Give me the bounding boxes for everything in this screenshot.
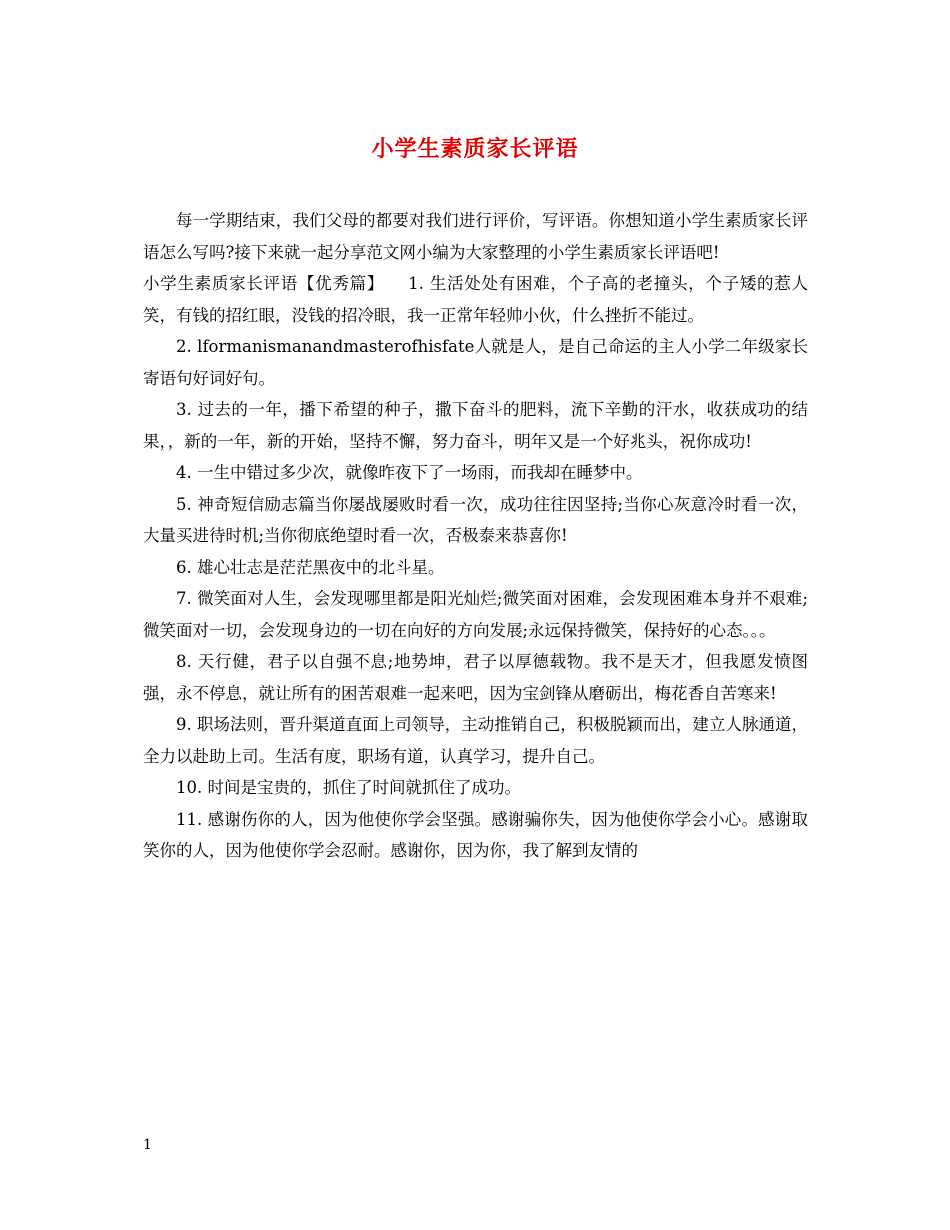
list-item: 5. 神奇短信励志篇当你屡战屡败时看一次，成功往往因坚持;当你心灰意冷时看一次，大量买进待时机;当你彻底绝望时看一次，否极泰来恭喜你! [143, 494, 808, 545]
list-item: 8. 天行健，君子以自强不息;地势坤，君子以厚德载物。我不是天才，但我愿发愤图强，永不停息，就让所有的困苦艰难一起来吧，因为宝剑锋从磨砺出，梅花香自苦寒来! [143, 652, 808, 703]
section-paragraph [143, 268, 808, 331]
list-item: 4. 一生中错过多少次，就像昨夜下了一场雨，而我却在睡梦中。 [176, 463, 643, 482]
document-body [143, 205, 808, 867]
list-item: 9. 职场法则，晋升渠道直面上司领导，主动推销自己，积极脱颖而出，建立人脉通道，全力以赴助上司。生活有度，职场有道，认真学习，提升自己。 [143, 715, 808, 766]
section-heading: 小学生素质家长评语【优秀篇】 [143, 274, 385, 293]
list-item: 7. 微笑面对人生，会发现哪里都是阳光灿烂;微笑面对困难，会发现困难本身并不艰难;微笑面对一切，会发现身边的一切在向好的方向发展;永远保持微笑，保持好的心态。。。 [143, 589, 808, 640]
page-number: 1 [143, 1137, 152, 1153]
document-title: 小学生素质家长评语 [371, 136, 579, 162]
list-item: 10. 时间是宝贵的，抓住了时间就抓住了成功。 [176, 778, 521, 797]
list-item: 6. 雄心壮志是茫茫黑夜中的北斗星。 [176, 557, 445, 577]
intro-paragraph: 每一学期结束，我们父母的都要对我们进行评价，写评语。你想知道小学生素质家长评语怎么写吗?接下来就一起分享范文网小编为大家整理的小学生素质家长评语吧! [143, 211, 808, 262]
list-item: 3. 过去的一年，播下希望的种子，撒下奋斗的肥料，流下辛勤的汗水，收获成功的结果，，新的一年，新的开始，坚持不懈，努力奋斗，明年又是一个好兆头，祝你成功! [143, 400, 808, 451]
list-item: 11. 感谢伤你的人，因为他使你学会坚强。感谢骗你失，因为他使你学会小心。感谢取笑你的人，因为他使你学会忍耐。感谢你，因为你，我了解到友情的 [143, 809, 808, 860]
list-item-1: 1. 生活处处有困难，个子高的老撞头，个子矮的惹人笑，有钱的招红眼，没钱的招冷眼，我一正常年轻帅小伙，什么挫折不能过。 [143, 274, 809, 325]
list-item: 2. lformanismanandmasterofhisfate人就是人，是自己命运的主人小学二年级家长寄语句好词好句。 [143, 337, 808, 388]
